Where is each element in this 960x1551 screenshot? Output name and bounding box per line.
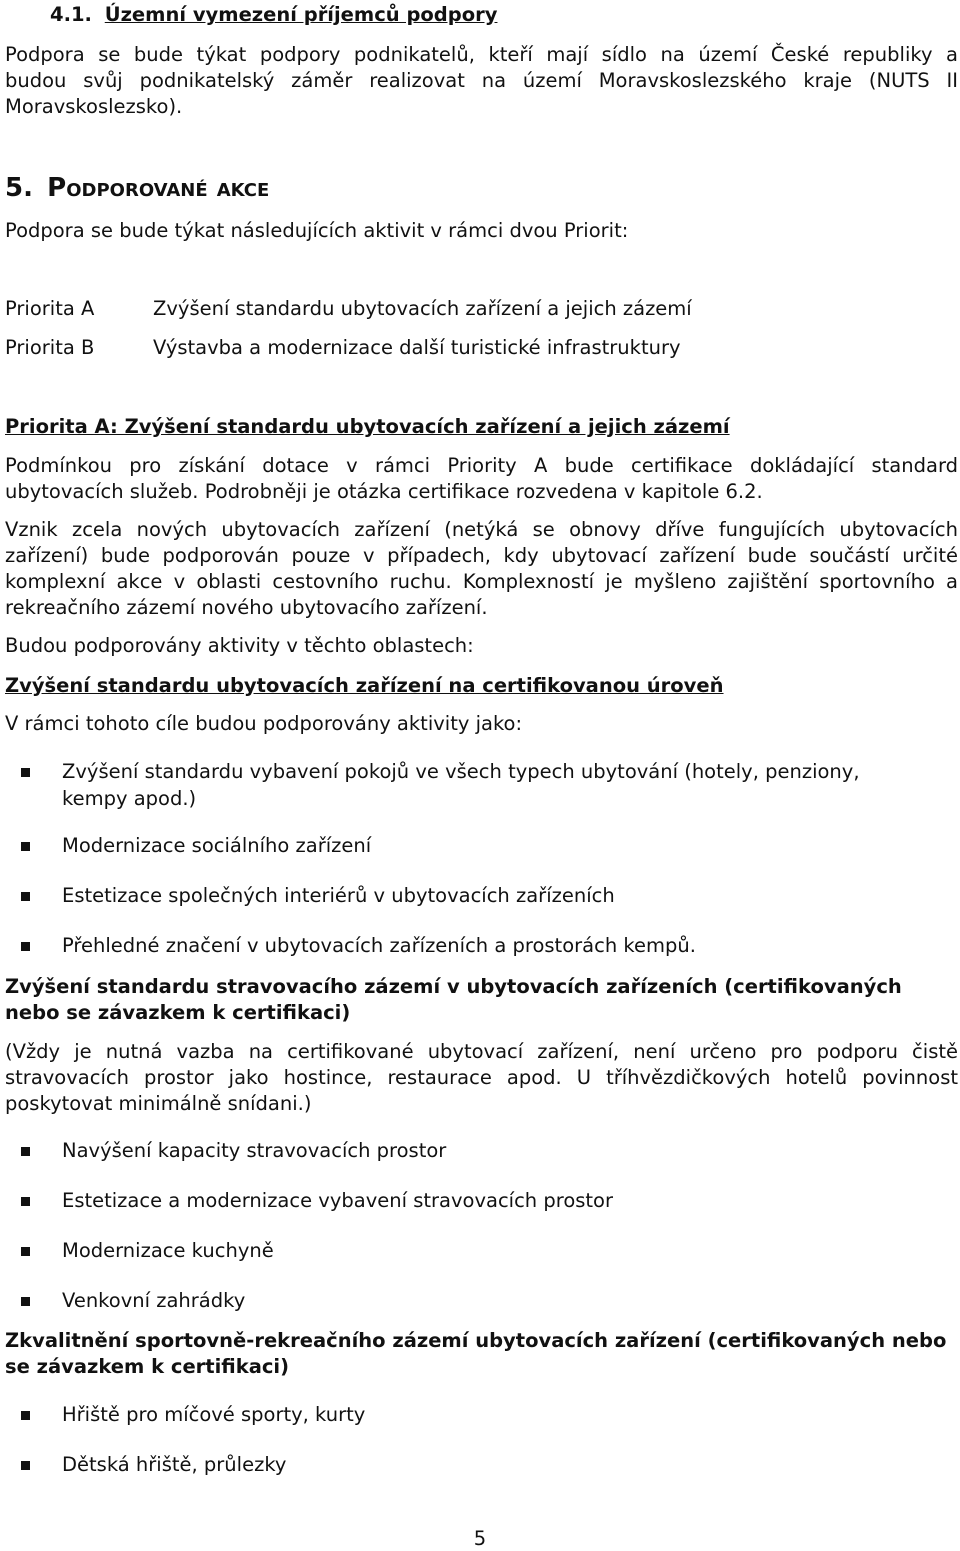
priority-a-text: Zvýšení standardu ubytovacích zařízení a jejich zázemí: [153, 297, 692, 320]
section-5-heading: [5, 174, 269, 204]
paragraph-line: rekreačního zázemí nového ubytovacího zařízení.: [5, 596, 488, 619]
list-item: Estetizace společných interiérů v ubytovacích zařízeních: [62, 884, 615, 907]
bullet-marker: [21, 842, 30, 851]
paragraph-line: Podmínkou pro získání dotace v rámci Priority A bude certifikace dokládající standard: [5, 454, 958, 477]
bullet-marker: [21, 1297, 30, 1306]
priority-a-heading: Priorita A: Zvýšení standardu ubytovacích zařízení a jejich zázemí: [5, 415, 730, 438]
subsection-heading: Zvýšení standardu stravovacího zázemí v ubytovacích zařízeních (certifikovaných: [5, 975, 902, 998]
list-item: Dětská hřiště, průlezky: [62, 1453, 287, 1476]
bullet-marker: [21, 768, 30, 777]
bullet-marker: [21, 1197, 30, 1206]
subsection-heading: Zkvalitnění sportovně-rekreačního zázemí ubytovacích zařízení (certifikovaných nebo: [5, 1329, 947, 1352]
bullet-marker: [21, 892, 30, 901]
section-title: Územní vymezení příjemců podpory: [104, 3, 498, 26]
list-item: Estetizace a modernizace vybavení stravovacích prostor: [62, 1189, 614, 1212]
paragraph-line: stravovacích prostor jako hostince, restaurace apod. U tříhvězdičkových hotelů povinnost: [5, 1066, 958, 1089]
bullet-marker: [21, 1147, 30, 1156]
intro-text: Podpora se bude týkat následujících aktivit v rámci dvou Priorit:: [5, 219, 629, 242]
list-item: Modernizace kuchyně: [62, 1239, 274, 1262]
bullet-marker: [21, 942, 30, 951]
paragraph-line: Podpora se bude týkat podpory podnikatelů, kteří mají sídlo na území České republiky a: [5, 43, 958, 66]
page-number: 5: [473, 1527, 487, 1550]
list-item: Venkovní zahrádky: [62, 1289, 246, 1312]
areas-intro: Budou podporovány aktivity v těchto oblastech:: [5, 634, 474, 657]
section-title: Podporované akce: [47, 173, 270, 203]
subsection-heading: Zvýšení standardu ubytovacích zařízení na certifikovanou úroveň: [5, 674, 724, 697]
section-number: 4.1.: [50, 3, 92, 26]
subsection-heading: nebo se závazkem k certifikaci): [5, 1001, 351, 1024]
paragraph-line: komplexní akce v oblasti cestovního ruchu. Komplexností je myšleno zajištění sportovního a: [5, 570, 958, 593]
priority-a-label: Priorita A: [5, 297, 95, 320]
paragraph-line: ubytovacích služeb. Podrobněji je otázka certifikace rozvedena v kapitole 6.2.: [5, 480, 763, 503]
paragraph-line: zařízení) bude podporován pouze v případech, kdy ubytovací zařízení bude součástí určité: [5, 544, 958, 567]
subsection-intro: V rámci tohoto cíle budou podporovány aktivity jako:: [5, 712, 523, 735]
list-item: Hřiště pro míčové sporty, kurty: [62, 1403, 366, 1426]
paragraph-line: Moravskoslezsko).: [5, 95, 183, 118]
paragraph-line: (Vždy je nutná vazba na certifikované ubytovací zařízení, není určeno pro podporu čistě: [5, 1040, 958, 1063]
subsection-heading: se závazkem k certifikaci): [5, 1355, 290, 1378]
list-item: Navýšení kapacity stravovacích prostor: [62, 1139, 447, 1162]
section-number: 5.: [5, 173, 33, 203]
priority-b-label: Priorita B: [5, 336, 95, 359]
bullet-marker: [21, 1461, 30, 1470]
list-item: Přehledné značení v ubytovacích zařízeních a prostorách kempů.: [62, 934, 696, 957]
list-item: Zvýšení standardu vybavení pokojů ve všech typech ubytování (hotely, penziony,: [62, 760, 860, 783]
list-item: Modernizace sociálního zařízení: [62, 834, 372, 857]
list-item-continuation: kempy apod.): [62, 787, 197, 810]
paragraph-line: Vznik zcela nových ubytovacích zařízení (netýká se obnovy dříve fungujících ubytovacích: [5, 518, 958, 541]
priority-b-text: Výstavba a modernizace další turistické infrastruktury: [153, 336, 681, 359]
paragraph-line: budou svůj podnikatelský záměr realizovat na území Moravskoslezského kraje (NUTS II: [5, 69, 958, 92]
paragraph-line: poskytovat minimálně snídani.): [5, 1092, 312, 1115]
bullet-marker: [21, 1247, 30, 1256]
section-4-1-heading: [50, 4, 497, 26]
bullet-marker: [21, 1411, 30, 1420]
